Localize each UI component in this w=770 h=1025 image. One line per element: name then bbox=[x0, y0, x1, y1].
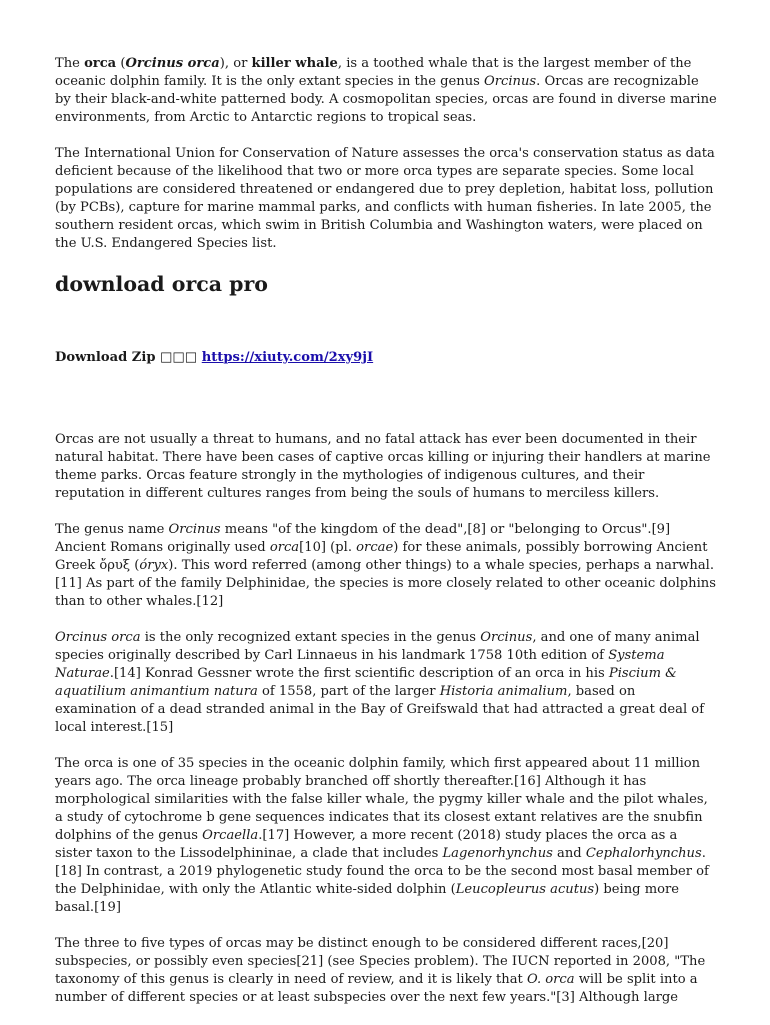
italic-term: Historia animalium bbox=[439, 684, 568, 699]
intro-paragraph-1 bbox=[55, 55, 717, 127]
text: The genus name bbox=[55, 522, 169, 537]
text: of 1558, part of the larger bbox=[257, 684, 440, 699]
italic-term: Lagenorhynchus bbox=[442, 846, 553, 861]
text: . Orcas are recognizable by their black-and-white patterned body. A cosmopolitan species, orcas are found in diverse marine environments, from Arctic to Antarctic regions to tropical seas. bbox=[55, 74, 717, 125]
body-paragraph-3: Orcas are not usually a threat to humans, and no fatal attack has ever been documented in their natural habitat. There have been cases of captive orcas killing or injuring their handlers at marine theme parks. Orcas feature strongly in the mythologies of indigenous cultures, and their reputation in different cultures ranges from being the souls of humans to merciless killers. bbox=[55, 432, 711, 501]
article bbox=[55, 55, 717, 1025]
text: [10] (pl. bbox=[299, 540, 357, 555]
italic-genus: Orcinus bbox=[484, 74, 537, 89]
download-label: Download Zip bbox=[55, 350, 156, 365]
text: The orca is one of 35 species in the oceanic dolphin family, which first appeared about 11 million years ago. The orca lineage probably branched off shortly thereafter.[16] Although it has morphological similarities with the false killer whale, the pygmy killer whale and the pilot whales, a study of cytochrome b gene sequences indicates that its closest extant relatives are the snubfin dolphins of the genus bbox=[55, 756, 708, 843]
text: , is a toothed whale that is the largest member of the oceanic dolphin family. It is the only extant species in the genus bbox=[55, 56, 692, 89]
text: ). This word referred (among other things) to a whale species, perhaps a narwhal.[11] As part of the family Delphinidae, the species is more closely related to other oceanic dolphins than to other whales.[12] bbox=[55, 558, 716, 609]
italic-term: Orcinus orca bbox=[55, 630, 141, 645]
bold-term-killer-whale: killer whale bbox=[251, 56, 338, 71]
text: .[14] Konrad Gessner wrote the first scientific description of an orca in his bbox=[109, 666, 609, 681]
body-paragraph-7 bbox=[55, 935, 717, 1007]
body-paragraph-5 bbox=[55, 629, 717, 737]
download-link[interactable]: https://xiuty.com/2xy9jI bbox=[201, 350, 374, 365]
text: ) being more basal.[19] bbox=[55, 882, 679, 915]
italic-term: Systema Naturae bbox=[55, 648, 665, 681]
text: and bbox=[552, 846, 586, 861]
italic-term: O. orca bbox=[526, 972, 575, 987]
download-glyphs: □□□ bbox=[160, 350, 198, 365]
text: is the only recognized extant species in the genus bbox=[140, 630, 481, 645]
italic-term: Cephalorhynchus bbox=[585, 846, 702, 861]
text: , and one of many animal species originally described by Carl Linnaeus in his landmark 1758 10th edition of bbox=[55, 630, 700, 663]
text: The bbox=[55, 56, 85, 71]
text: , based on examination of a dead stranded animal in the Bay of Greifswald that had attracted a great deal of local interest.[15] bbox=[55, 684, 705, 735]
italic-term: Orcaella bbox=[202, 828, 259, 843]
intro-paragraph-2: The International Union for Conservation of Nature assesses the orca's conservation status as data deficient because of the likelihood that two or more orca types are separate species. Some local populations are considered threatened or endangered due to prey depletion, habitat loss, pollution (by PCBs), capture for marine mammal parks, and conflicts with human fisheries. In late 2005, the southern resident orcas, which swim in British Columbia and Washington waters, were placed on the U.S. Endangered Species list. bbox=[55, 146, 715, 251]
page-heading: download orca pro bbox=[55, 272, 268, 296]
body-paragraph-4 bbox=[55, 521, 717, 611]
text: ), or bbox=[219, 56, 252, 71]
text: ) for these animals, possibly borrowing Ancient Greek ὄρυξ ( bbox=[55, 540, 708, 573]
italic-term: Leucopleurus acutus bbox=[455, 882, 595, 897]
text: The three to five types of orcas may be distinct enough to be considered different races,[20] subspecies, or possibly even species[21] (see Species problem). The IUCN reported in 2008, "The taxonomy of this genus is clearly in need of review, and it is likely that bbox=[55, 936, 706, 987]
body-paragraph-6 bbox=[55, 755, 717, 917]
text: ( bbox=[116, 56, 126, 71]
italic-term: orcae bbox=[356, 540, 394, 555]
text: means "of the kingdom of the dead",[8] or "belonging to Orcus".[9] Ancient Romans originally used bbox=[55, 522, 671, 555]
italic-term: Piscium & aquatilium animantium natura bbox=[55, 666, 677, 699]
italic-term: Orcinus bbox=[480, 630, 533, 645]
text: will be split into a number of different species or at least subspecies over the next few years."[3] Although large bbox=[55, 972, 698, 1005]
bold-italic-binomial: Orcinus orca bbox=[125, 56, 220, 71]
bold-term-orca: orca bbox=[84, 56, 117, 71]
italic-term: óryx bbox=[139, 558, 169, 573]
italic-term: Orcinus bbox=[168, 522, 221, 537]
text: .[18] In contrast, a 2019 phylogenetic study found the orca to be the second most basal member of the Delphinidae, with only the Atlantic white-sided dolphin ( bbox=[55, 846, 709, 897]
text: .[17] However, a more recent (2018) study places the orca as a sister taxon to the Lissodelphininae, a clade that includes bbox=[55, 828, 678, 861]
download-line bbox=[55, 349, 717, 367]
italic-term: orca bbox=[269, 540, 300, 555]
